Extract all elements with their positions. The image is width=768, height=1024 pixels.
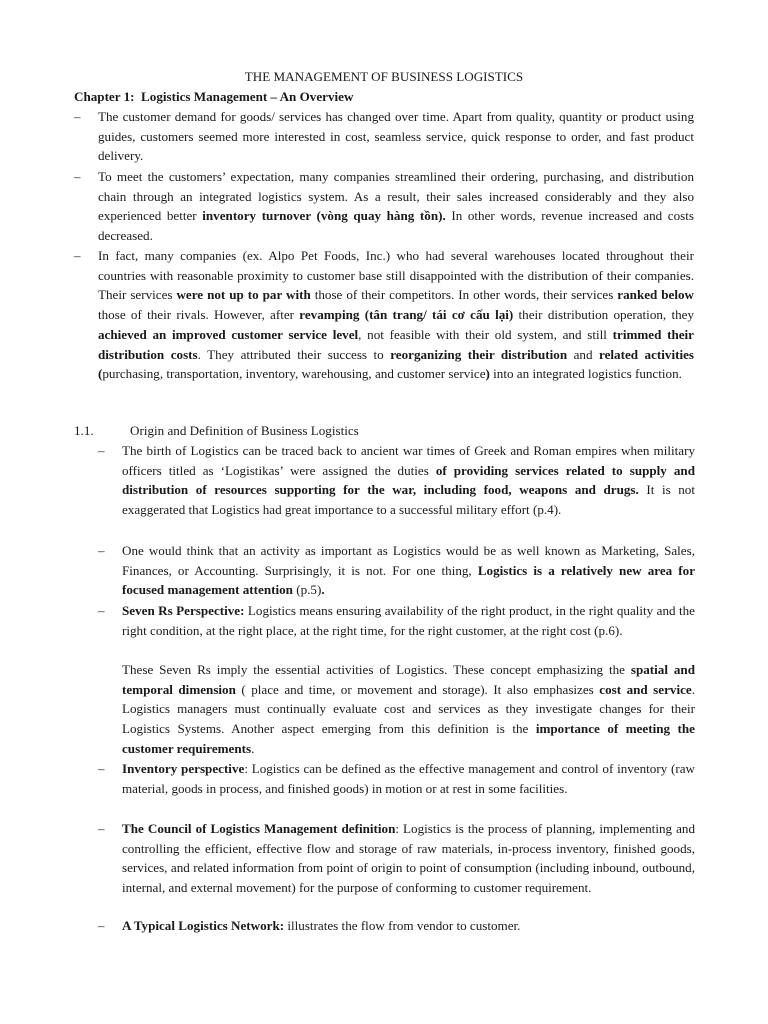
text-run: those of their competitors. In other words, their services [310, 287, 618, 303]
text-run: One would think that an activity as important as Logistics would be as well known as Marketing, Sales, Finances, or Accounting. Surprisingly, it is not. For one thing, [122, 543, 695, 578]
definition-bullet [98, 819, 696, 898]
section-number: 1.1. [74, 423, 94, 438]
bold-text: spatial and temporal dimension [122, 662, 695, 697]
text-run: In fact, many companies (ex. Alpo Pet Foods, Inc.) who had several warehouses located throughout their countries with reasonable proximity to customer base still disappointed with the distribution of their companies. Their services [98, 248, 694, 303]
document-title: THE MANAGEMENT OF BUSINESS LOGISTICS [244, 69, 524, 84]
bold-text: of providing services related to supply and distribution of resources supporting for the war, including food, weapons and drugs. [122, 462, 695, 498]
text-run: . Logistics managers must continually evaluate cost and services as they investigate changes for their Logistics Systems. Another aspect emerging from this definition is the [122, 681, 695, 737]
text-run: The customer demand for goods/ services has changed over time. Apart from quality, quantity or product using guides, customers seemed more interested in cost, seamless service, quick response to order, and fast product delivery. [98, 109, 694, 164]
seven-rs-paragraph [122, 660, 695, 759]
bold-text: The Council of Logistics Management definition [122, 821, 396, 836]
bold-text: importance of meeting the customer requirements [122, 721, 695, 756]
bold-text: achieved an improved customer service level [98, 326, 359, 342]
text-run: : Logistics is the process of planning, implementing and controlling the efficient, effective flow and storage of raw materials, in-process inventory, finished goods, services, and related information from point of origin to point of consumption (including inbound, outbound, internal, and external movement) for the purpose of conforming to customer requirement. [122, 821, 696, 896]
bold-text: ranked below [617, 287, 695, 303]
bold-text: reorganizing their distribution [390, 346, 568, 362]
definition-bullet [98, 541, 696, 600]
bold-text: revamping (tân trang/ tái cơ cấu lại) [299, 307, 514, 323]
bullet-dash: – [74, 169, 81, 184]
text-run: those of their rivals. However, after [98, 307, 300, 323]
text-run: ( place and time, or movement and storage). It also emphasizes [235, 681, 600, 697]
bold-text: ) [485, 366, 490, 382]
bold-text: were not up to par with [176, 287, 311, 303]
overview-bullet [74, 107, 694, 166]
definition-bullet [98, 916, 695, 936]
bullet-dash: – [74, 248, 81, 263]
text-run: Logistics means ensuring availability of the right product, in the right quality and the right condition, at the right place, at the right time, for the right customer, at the right cost (p.6). [122, 603, 695, 638]
definition-bullet [98, 759, 695, 798]
chapter-heading: Chapter 1: Logistics Management – An Overview [74, 89, 354, 104]
section-heading [74, 421, 359, 441]
text-run: To meet the customers’ expectation, many companies streamlined their ordering, purchasing, and distribution chain through an integrated logistics system. As a result, their sales increased considerably and they also experienced better [98, 169, 694, 224]
bold-text: trimmed their distribution costs [98, 326, 694, 362]
bullet-dash: – [98, 543, 105, 558]
bold-text: A Typical Logistics Network: [122, 918, 285, 933]
text-run: It is not exaggerated that Logistics had great importance to a successful military effort (p.4). [122, 482, 695, 518]
bold-text: Inventory perspective [122, 761, 245, 776]
definition-bullet [98, 601, 695, 640]
bullet-dash: – [98, 603, 105, 618]
bullet-dash: – [98, 918, 105, 933]
text-run: In other words, revenue increased and costs decreased. [98, 208, 694, 244]
bold-text: . [321, 582, 325, 598]
bold-text: cost and service [599, 681, 692, 697]
text-run: . They attributed their success to [197, 346, 391, 362]
text-run: , not feasible with their old system, and still [358, 326, 613, 342]
overview-bullet [74, 167, 694, 246]
definition-bullet [98, 441, 695, 520]
text-run: (p.5) [292, 582, 322, 598]
bullet-dash: – [98, 761, 105, 776]
bullet-dash: – [98, 443, 105, 458]
bold-text: related activities ( [98, 346, 695, 382]
section-title: Origin and Definition of Business Logistics [130, 423, 359, 438]
text-run: their distribution operation, they [513, 307, 695, 323]
bullet-dash: – [74, 109, 81, 124]
bold-text: Seven Rs Perspective: [122, 603, 245, 618]
text-run: and [567, 346, 600, 362]
text-run: : Logistics can be defined as the effective management and control of inventory (raw material, goods in process, and finished goods) in motion or at rest in some facilities. [122, 761, 695, 796]
text-run: into an integrated logistics function. [489, 366, 682, 382]
text-run: The birth of Logistics can be traced back to ancient war times of Greek and Roman empires when military officers titled as ‘Logistikas’ were assigned the duties [122, 443, 695, 478]
text-run: . [251, 740, 255, 756]
overview-bullet [74, 246, 695, 384]
bullet-dash: – [98, 821, 105, 836]
bold-text: Logistics is a relatively new area for focused management attention [122, 562, 696, 598]
bold-text: inventory turnover (vòng quay hàng tồn). [202, 208, 446, 224]
text-run: purchasing, transportation, inventory, warehousing, and customer service [102, 366, 486, 382]
text-run: These Seven Rs imply the essential activities of Logistics. These concept emphasizing the [122, 662, 631, 677]
text-run: illustrates the flow from vendor to customer. [284, 918, 521, 933]
